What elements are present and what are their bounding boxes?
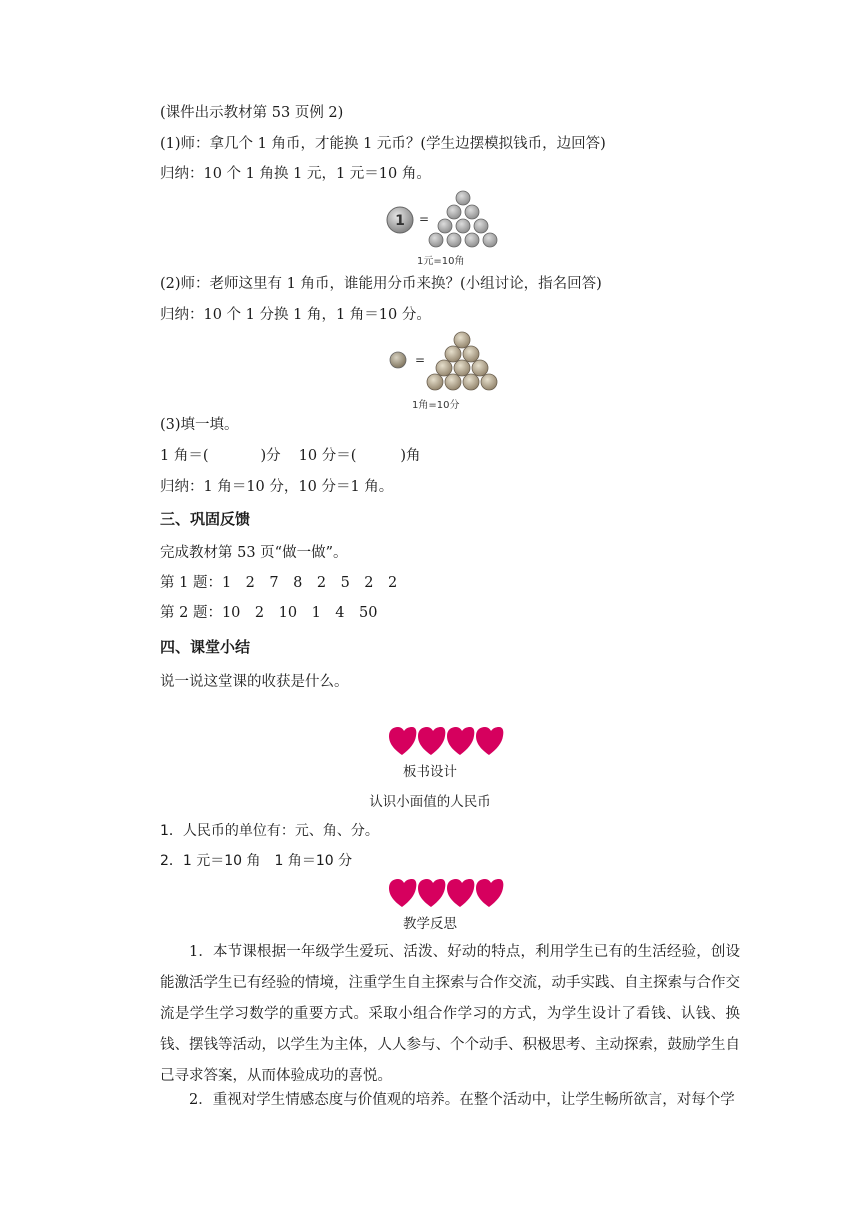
coin-icon [385, 190, 510, 250]
summary-1: 归纳：10 个 1 角换 1 元，1 元＝10 角。 [160, 166, 431, 182]
figure1-caption: 1元=10角 [417, 256, 465, 267]
coin-icon [388, 330, 508, 392]
equals-sign: = [419, 212, 430, 226]
board-item-1: 1．人民币的单位有：元、角、分。 [160, 823, 379, 839]
question-1-answers: 第 1 题：1 2 7 8 2 5 2 2 [160, 575, 398, 591]
summary-prompt: 说一说这堂课的收获是什么。 [160, 674, 349, 690]
teacher-question-2: (2)师：老师这里有 1 角币，谁能用分币来换？(小组讨论，指名回答) [160, 276, 602, 292]
fill-in-part-2: )分 [260, 448, 281, 464]
question-2-answers: 第 2 题：10 2 10 1 4 50 [160, 605, 378, 621]
teacher-question-1: (1)师：拿几个 1 角币，才能换 1 元币？(学生边摆模拟钱币，边回答) [160, 136, 606, 152]
example-source-line: (课件出示教材第 53 页例 2) [160, 105, 344, 121]
coin-figure-yuan [385, 190, 510, 265]
summary-3: 归纳：1 角＝10 分，10 分＝1 角。 [160, 479, 394, 495]
fill-in-part-4: )角 [400, 448, 421, 464]
equals-sign: = [415, 353, 426, 367]
fill-in-part-3: 10 分＝( [298, 448, 357, 464]
reflection-paragraph-1: 1．本节课根据一年级学生爱玩、活泼、好动的特点，利用学生已有的生活经验，创设能激活学生已有经验的情境，注重学生自主探索与合作交流，动手实践、自主探索与合作交流是学生学习数学的重要方式。采取小组合作学习的方式，为学生设计了看钱、认钱、换钱、摆钱等活动，以学生为主体，人人参与、个个动手、积极思考、主动探索，鼓励学生自己寻求答案，从而体验成功的喜悦。 [160, 944, 740, 1084]
reflection-title: 教学反思 [403, 916, 457, 932]
section-heading-3: 三、巩固反馈 [160, 510, 251, 528]
heart-icon [388, 726, 504, 756]
one-yuan-label: 1 [395, 213, 405, 229]
fill-in-part-1: 1 角＝( [160, 448, 209, 464]
fill-in-exercise [160, 446, 421, 466]
heart-icon [388, 878, 504, 908]
figure2-caption: 1角=10分 [412, 400, 460, 411]
fill-in-heading: (3)填一填。 [160, 417, 239, 433]
summary-2: 归纳：10 个 1 分换 1 角，1 角＝10 分。 [160, 307, 431, 323]
practice-instruction: 完成教材第 53 页“做一做”。 [160, 545, 348, 561]
board-design-title: 板书设计 [403, 764, 457, 780]
board-item-2: 2．1 元＝10 角 1 角＝10 分 [160, 853, 353, 869]
board-design-subtitle: 认识小面值的人民币 [369, 794, 491, 810]
coin-figure-jiao [388, 330, 508, 410]
section-heading-4: 四、课堂小结 [160, 638, 251, 656]
reflection-paragraph-2: 2．重视对学生情感态度与价值观的培养。在整个活动中，让学生畅所欲言，对每个学 [189, 1092, 735, 1108]
